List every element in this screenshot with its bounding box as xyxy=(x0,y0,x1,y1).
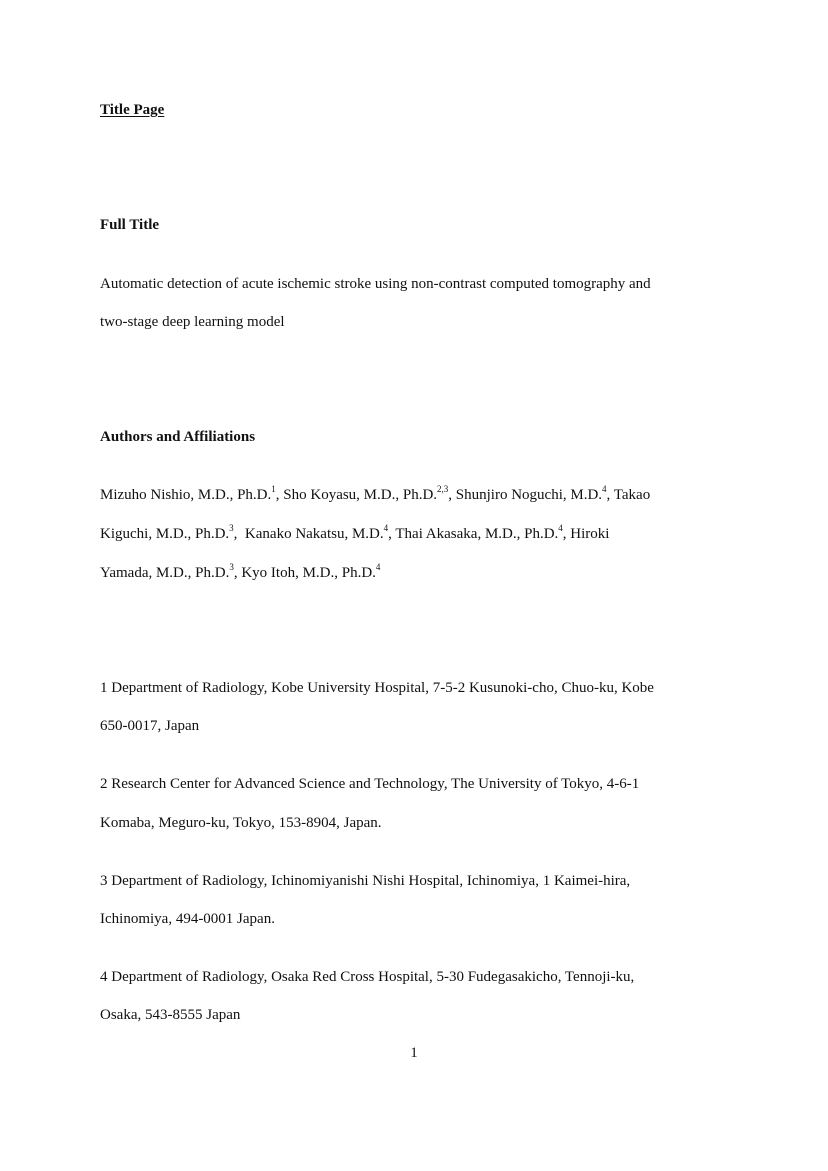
author-superscript: 1 xyxy=(271,484,276,494)
authors-line-2 xyxy=(100,523,610,542)
affiliation-4-line-1: 4 Department of Radiology, Osaka Red Cross Hospital, 5-30 Fudegasakicho, Tennoji-ku, xyxy=(100,969,635,985)
author-text: , Hiroki xyxy=(562,526,610,542)
affiliation-2-line-1: 2 Research Center for Advanced Science and Technology, The University of Tokyo, 4-6-1 xyxy=(100,776,640,792)
author-text: Mizuho Nishio, M.D., Ph.D. xyxy=(100,487,272,503)
author-superscript: 4 xyxy=(375,562,381,572)
authors-line-3 xyxy=(100,562,381,581)
author-text: , Takao xyxy=(606,487,651,503)
affiliation-1-line-1: 1 Department of Radiology, Kobe University Hospital, 7-5-2 Kusunoki-cho, Chuo-ku, Kobe xyxy=(100,680,654,696)
full-title-heading: Full Title xyxy=(100,217,160,233)
author-text: , Kyo Itoh, M.D., Ph.D. xyxy=(233,565,376,581)
full-title-line-1: Automatic detection of acute ischemic stroke using non-contrast computed tomography and xyxy=(100,276,651,292)
author-text: , Sho Koyasu, M.D., Ph.D. xyxy=(275,487,438,503)
affiliation-2-line-2: Komaba, Meguro-ku, Tokyo, 153-8904, Japan. xyxy=(100,815,382,831)
affiliation-1-line-2: 650-0017, Japan xyxy=(100,718,200,734)
author-superscript: 4 xyxy=(383,523,389,533)
authors-heading: Authors and Affiliations xyxy=(100,429,256,445)
author-superscript: 4 xyxy=(558,523,563,533)
affiliation-3-line-2: Ichinomiya, 494-0001 Japan. xyxy=(100,911,275,927)
author-superscript: 4 xyxy=(602,484,607,494)
author-superscript: 3 xyxy=(229,562,234,572)
author-text: Kiguchi, M.D., Ph.D. xyxy=(100,526,230,542)
author-text: , Shunjiro Noguchi, M.D. xyxy=(448,487,603,503)
affiliation-3-line-1: 3 Department of Radiology, Ichinomiyanishi Nishi Hospital, Ichinomiya, 1 Kaimei-hira, xyxy=(100,873,631,889)
author-text: Yamada, M.D., Ph.D. xyxy=(100,565,230,581)
author-superscript: 3 xyxy=(229,523,234,533)
affiliation-4-line-2: Osaka, 543-8555 Japan xyxy=(100,1007,241,1023)
author-text: , Kanako Nakatsu, M.D. xyxy=(233,526,384,542)
author-text: , Thai Akasaka, M.D., Ph.D. xyxy=(388,526,559,542)
title-page-heading: Title Page xyxy=(100,102,165,118)
page-number: 1 xyxy=(410,1045,418,1061)
author-superscript: 2,3 xyxy=(437,484,449,494)
authors-line-1 xyxy=(100,484,651,503)
full-title-line-2: two-stage deep learning model xyxy=(100,314,285,330)
